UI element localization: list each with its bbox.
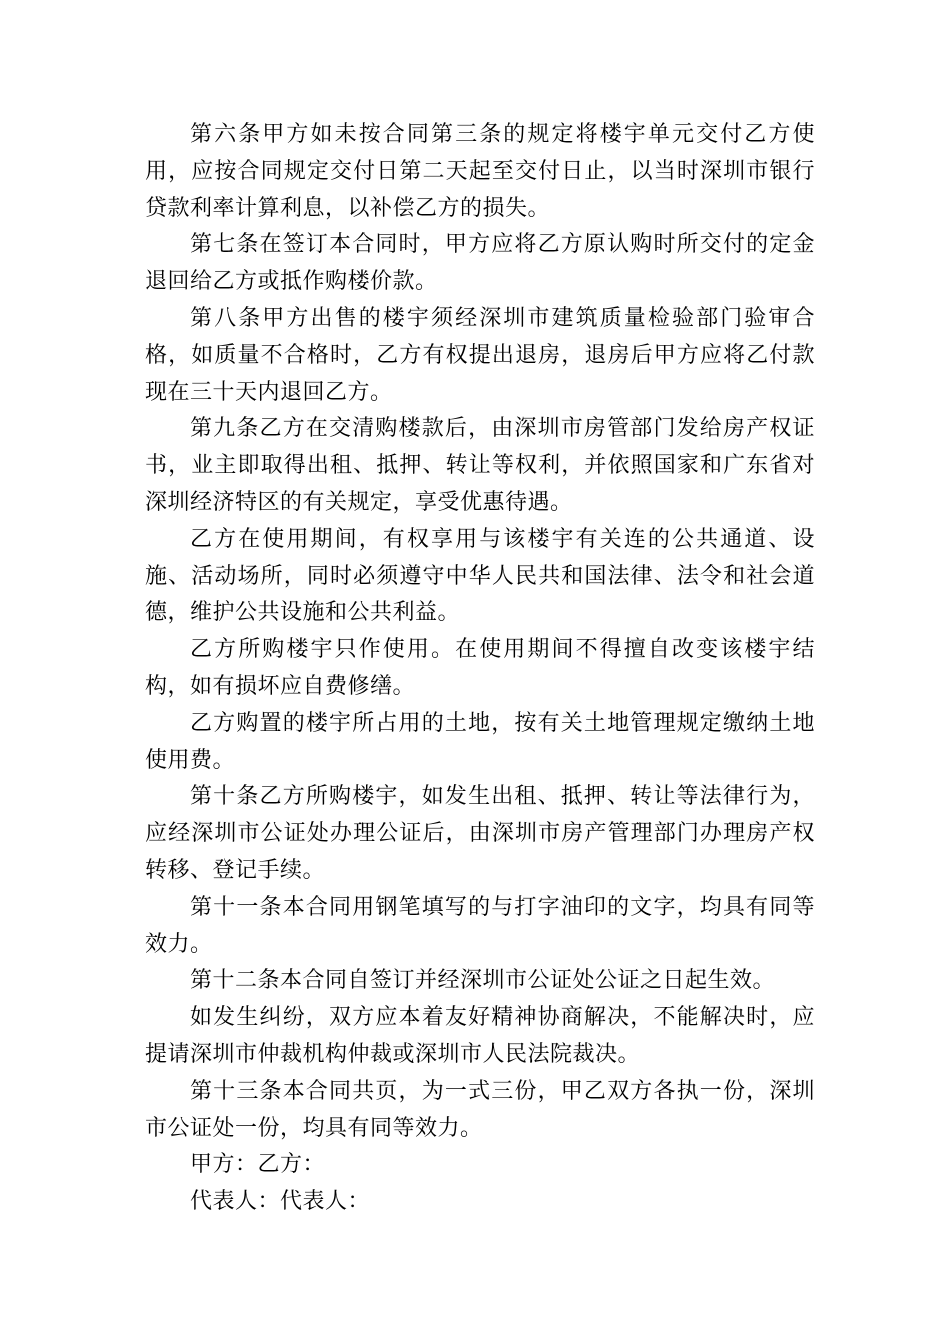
usage-restriction-paragraph: 乙方所购楼宇只作使用。在使用期间不得擅自改变该楼宇结构，如有损坏应自费修缮。 (145, 637, 815, 699)
article-6-paragraph: 第六条甲方如未按合同第三条的规定将楼宇单元交付乙方使用，应按合同规定交付日第二天起至交付日止，以当时深圳市银行贷款利率计算利息，以补偿乙方的损失。 (145, 122, 815, 221)
dispute-paragraph: 如发生纠纷，双方应本着友好精神协商解决，不能解决时，应提请深圳市仲裁机构仲裁或深圳市人民法院裁决。 (145, 1005, 815, 1067)
article-13-paragraph: 第十三条本合同共页，为一式三份，甲乙双方各执一份，深圳市公证处一份，均具有同等效力。 (145, 1078, 815, 1141)
article-12-paragraph: 第十二条本合同自签订并经深圳市公证处公证之日起生效。 (190, 968, 776, 994)
article-7-paragraph: 第七条在签订本合同时，甲方应将乙方原认购时所交付的定金退回给乙方或抵作购楼价款。 (145, 232, 815, 295)
land-fee-paragraph: 乙方购置的楼宇所占用的土地，按有关土地管理规定缴纳土地使用费。 (145, 710, 815, 773)
representatives-signature-line: 代表人：代表人： (190, 1189, 371, 1215)
parties-signature-line: 甲方：乙方： (190, 1152, 326, 1178)
article-11-paragraph: 第十一条本合同用钢笔填写的与打字油印的文字，均具有同等效力。 (145, 894, 815, 957)
article-8-paragraph: 第八条甲方出售的楼宇须经深圳市建筑质量检验部门验审合格，如质量不合格时，乙方有权提出退房，退房后甲方应将乙付款现在三十天内退回乙方。 (145, 305, 815, 405)
usage-rights-paragraph: 乙方在使用期间，有权享用与该楼宇有关连的公共通道、设施、活动场所，同时必须遵守中华人民共和国法律、法令和社会道德，维护公共设施和公共利益。 (145, 526, 815, 626)
article-9-paragraph: 第九条乙方在交清购楼款后，由深圳市房管部门发给房产权证书，业主即取得出租、抵押、转让等权利，并依照国家和广东省对深圳经济特区的有关规定，享受优惠待遇。 (145, 416, 815, 515)
article-10-paragraph: 第十条乙方所购楼宇，如发生出租、抵押、转让等法律行为，应经深圳市公证处办理公证后，由深圳市房产管理部门办理房产权转移、登记手续。 (145, 784, 815, 883)
contract-body (145, 117, 815, 1221)
